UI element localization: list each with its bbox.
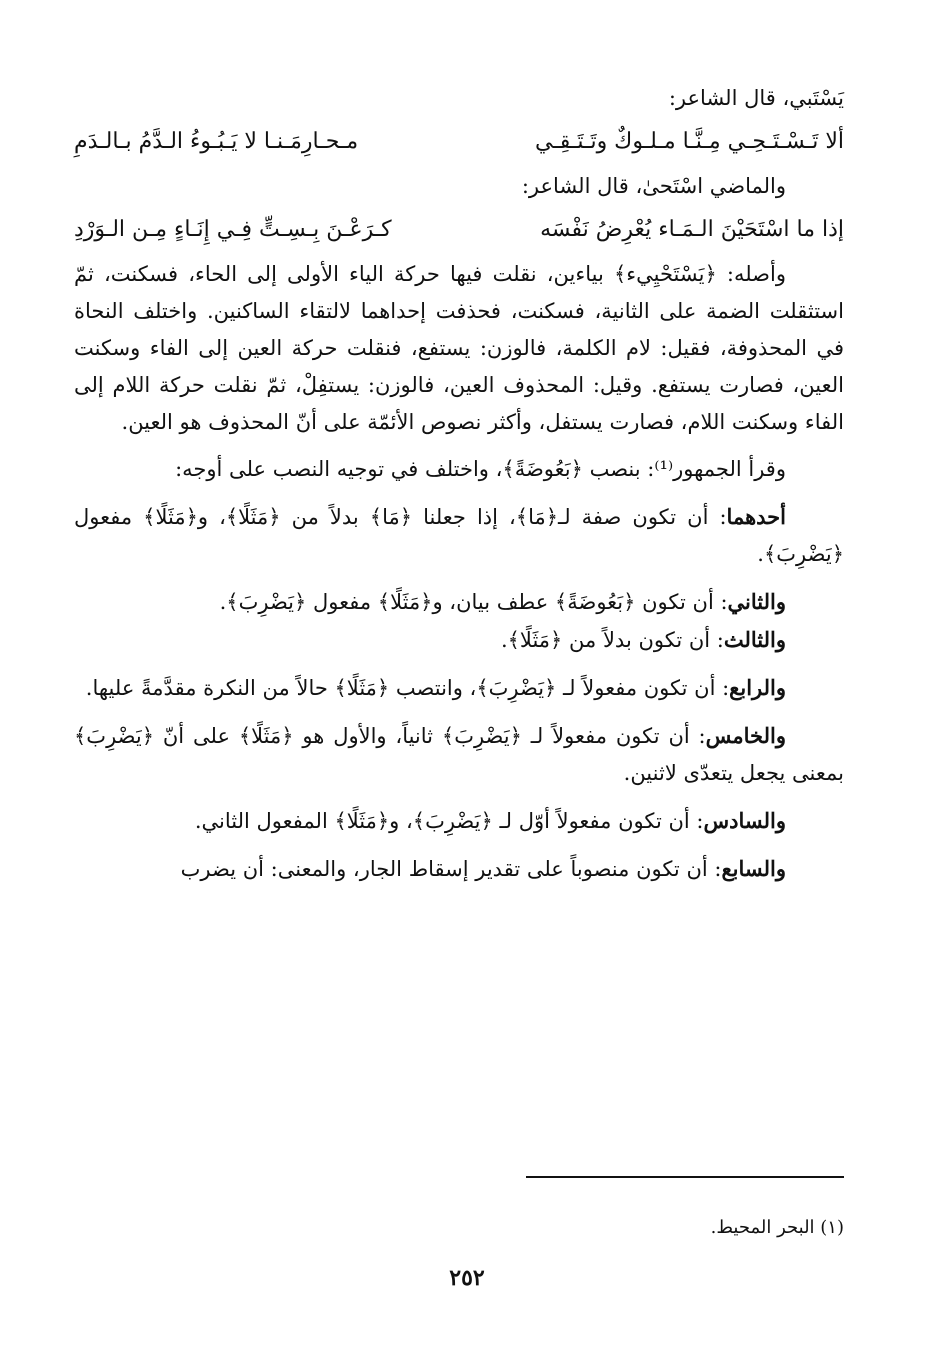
footnote-divider (526, 1176, 844, 1178)
item-label: والثاني (727, 589, 786, 614)
page-number: ٢٥٢ (449, 1265, 485, 1291)
reading-item (74, 850, 844, 888)
past-tense-line: والماضي اسْتَحىٰ، قال الشاعر: (521, 174, 786, 198)
item-label: والثالث (723, 627, 786, 652)
reading-item (74, 802, 844, 840)
reading-item (74, 583, 844, 621)
intro-line: يَسْتَبي، قال الشاعر: (668, 86, 844, 110)
item-label: والسابع (721, 856, 786, 881)
footnote: (١) البحر المحيط. (710, 1217, 844, 1238)
item-text: : أن تكون صفة لـ﴿مَا﴾، إذا جعلنا ﴿مَا﴾ بدلاً من ﴿مَثَلًا﴾، و﴿مَثَلًا﴾ مفعول ﴿يَضْرِبَ﴾. (74, 505, 844, 566)
reading-item (74, 717, 844, 792)
item-text: : أن تكون مفعولاً أوّل لـ ﴿يَضْرِبَ﴾، و﴿مَثَلًا﴾ المفعول الثاني. (194, 809, 704, 833)
majority-reading-paragraph: وقرأ الجمهور⁽¹⁾: بنصب ﴿بَعُوضَةً﴾، واختلف في توجيه النصب على أوجه: (175, 457, 786, 481)
item-text: : أن تكون ﴿بَعُوضَةً﴾ عطف بيان، و﴿مَثَلًا﴾ مفعول ﴿يَضْرِبَ﴾. (219, 590, 728, 614)
item-text: : أن تكون منصوباً على تقدير إسقاط الجار، والمعنى: أن يضرب (180, 857, 722, 881)
item-text: : أن تكون بدلاً من ﴿مَثَلًا﴾. (500, 628, 724, 652)
origin-paragraph: وأصله: ﴿يَسْتَحْيِيء﴾ بياءين، نقلت فيها حركة الياء الأولى إلى الحاء، فسكنت، ثمّ استثقلت الضمة على الثانية، فسكنت، فحذفت إحداهما لالتقاء الساكنين. واختلف النحاة في المحذوفة، فقيل: لام الكلمة، فالوزن: يستفع، فنقلت حركة العين إلى الفاء وسكنت العين، فصارت يستفع. وقيل: المحذوف العين، فالوزن: يستفِلْ، ثمّ نقلت حركة اللام إلى الفاء وسكنت اللام، فصارت يستفل، وأكثر نصوص الأئمّة على أنّ المحذوف هو العين. (74, 262, 844, 434)
item-text: : أن تكون مفعولاً لـ ﴿يَضْرِبَ﴾ ثانياً، والأول هو ﴿مَثَلًا﴾ على أنّ ﴿يَضْرِبَ﴾ بمعنى يجعل يتعدّى لاثنين. (74, 724, 844, 785)
item-label: والرابع (729, 675, 786, 700)
item-label: والخامس (705, 723, 786, 748)
reading-item (74, 498, 844, 573)
page-body (74, 80, 844, 888)
verse-1-second-hemistich: مـحـارِمَـنـا لا يَـبُـوءُ الـدَّمُ بـالـدَمِ (74, 129, 359, 154)
verse-1-first-hemistich: ألا تَـسْـتَـحِـي مِـنَّـا مـلـوكٌ وتَـتَـقِـي (535, 129, 844, 154)
item-label: أحدهما (726, 504, 786, 529)
verse-1 (74, 120, 844, 164)
reading-item (74, 621, 844, 659)
verse-2-second-hemistich: كـرَعْـنَ بِـسِـتٍّ فِـي إِنَـاءٍ مِـن الـوَرْدِ (74, 217, 392, 242)
verse-2 (74, 208, 844, 252)
verse-2-first-hemistich: إذا ما اسْتَحَيْنَ الـمَـاء يُعْرِضُ نَفْسَه (540, 217, 844, 242)
item-label: والسادس (703, 808, 786, 833)
item-text: : أن تكون مفعولاً لـ ﴿يَضْرِبَ﴾، وانتصب ﴿مَثَلًا﴾ حالاً من النكرة مقدَّمةً عليها. (85, 676, 730, 700)
reading-item (74, 669, 844, 707)
